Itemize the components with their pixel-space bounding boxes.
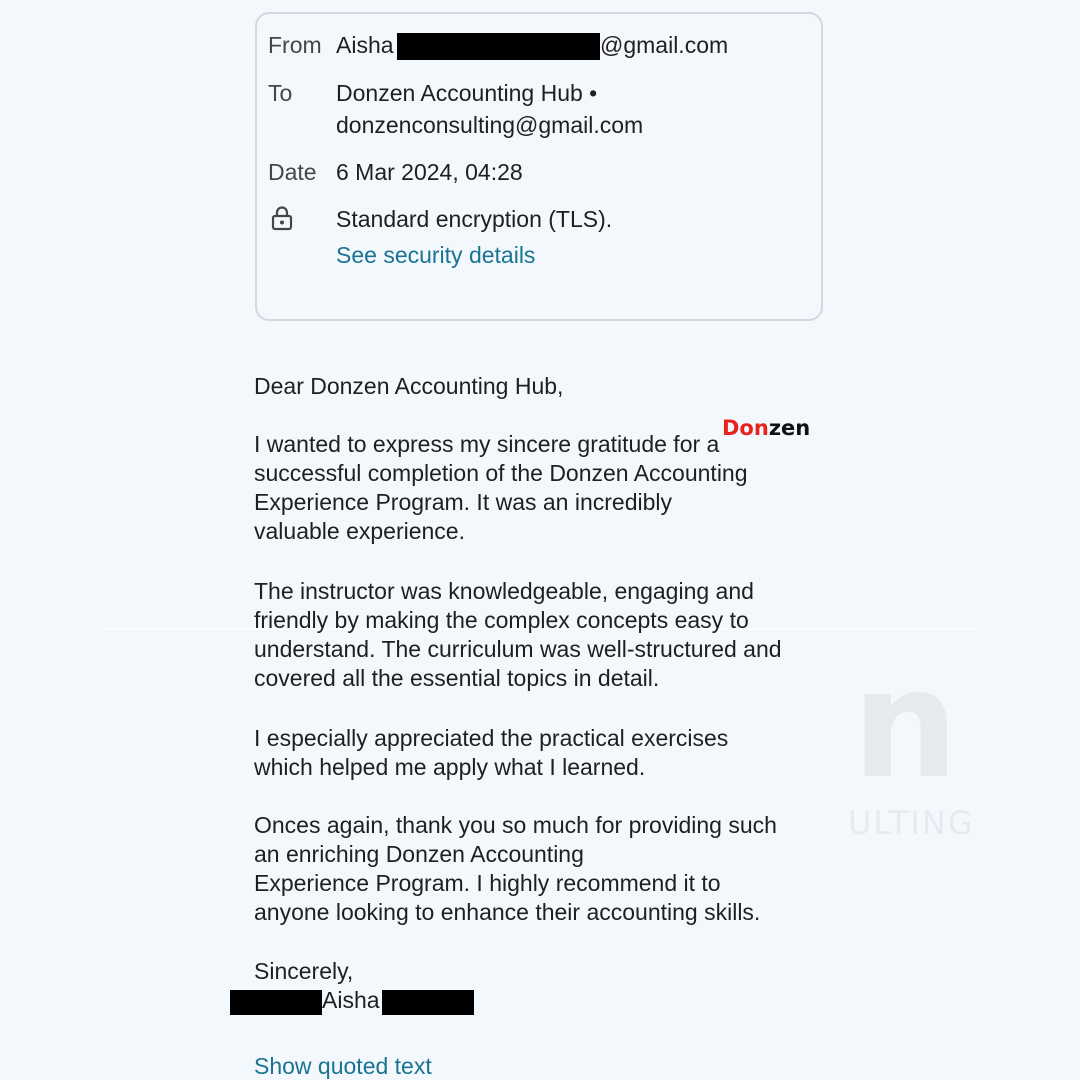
watermark-text: ULTING	[848, 804, 975, 842]
body-line: Experience Program. It was an incredibly	[254, 489, 673, 515]
from-name: Aisha	[336, 32, 394, 58]
date-label: Date	[268, 159, 317, 185]
body-line: understand. The curriculum was well-structured and	[254, 636, 782, 662]
lock-icon	[271, 205, 293, 231]
brand-logo-text	[722, 416, 810, 440]
to-name[interactable]: Donzen Accounting Hub •	[336, 80, 598, 106]
body-line: Experience Program. I highly recommend it to	[254, 870, 721, 896]
from-domain: @gmail.com	[600, 32, 729, 58]
body-line: friendly by making the complex concepts easy to	[254, 607, 749, 633]
redaction-from	[397, 33, 600, 60]
signature-name: Aisha	[322, 987, 380, 1013]
redaction-signature-right	[382, 990, 474, 1015]
greeting: Dear Donzen Accounting Hub,	[254, 373, 564, 399]
to-email[interactable]: donzenconsulting@gmail.com	[336, 112, 644, 138]
body-line: anyone looking to enhance their accounting skills.	[254, 899, 761, 925]
body-line: The instructor was knowledgeable, engaging and	[254, 578, 754, 604]
body-line: an enriching Donzen Accounting	[254, 841, 584, 867]
body-line: covered all the essential topics in detail.	[254, 665, 660, 691]
brand-part-black: zen	[768, 416, 811, 440]
body-line: Onces again, thank you so much for providing such	[254, 812, 777, 838]
body-line: successful completion of the Donzen Accounting	[254, 460, 748, 486]
security-details-link[interactable]: See security details	[336, 242, 536, 268]
closing: Sincerely,	[254, 958, 354, 984]
encryption-text: Standard encryption (TLS).	[336, 206, 613, 232]
watermark-letter: n	[852, 638, 959, 812]
from-label: From	[268, 32, 322, 58]
body-line: valuable experience.	[254, 518, 465, 544]
brand-part-red: Don	[722, 416, 769, 440]
body-line: I especially appreciated the practical exercises	[254, 725, 729, 751]
show-quoted-text-link[interactable]: Show quoted text	[254, 1053, 432, 1079]
to-label: To	[268, 80, 293, 106]
body-line: which helped me apply what I learned.	[254, 754, 646, 780]
date-value: 6 Mar 2024, 04:28	[336, 159, 523, 185]
redaction-signature-left	[230, 990, 322, 1015]
body-line: I wanted to express my sincere gratitude for a	[254, 431, 720, 457]
